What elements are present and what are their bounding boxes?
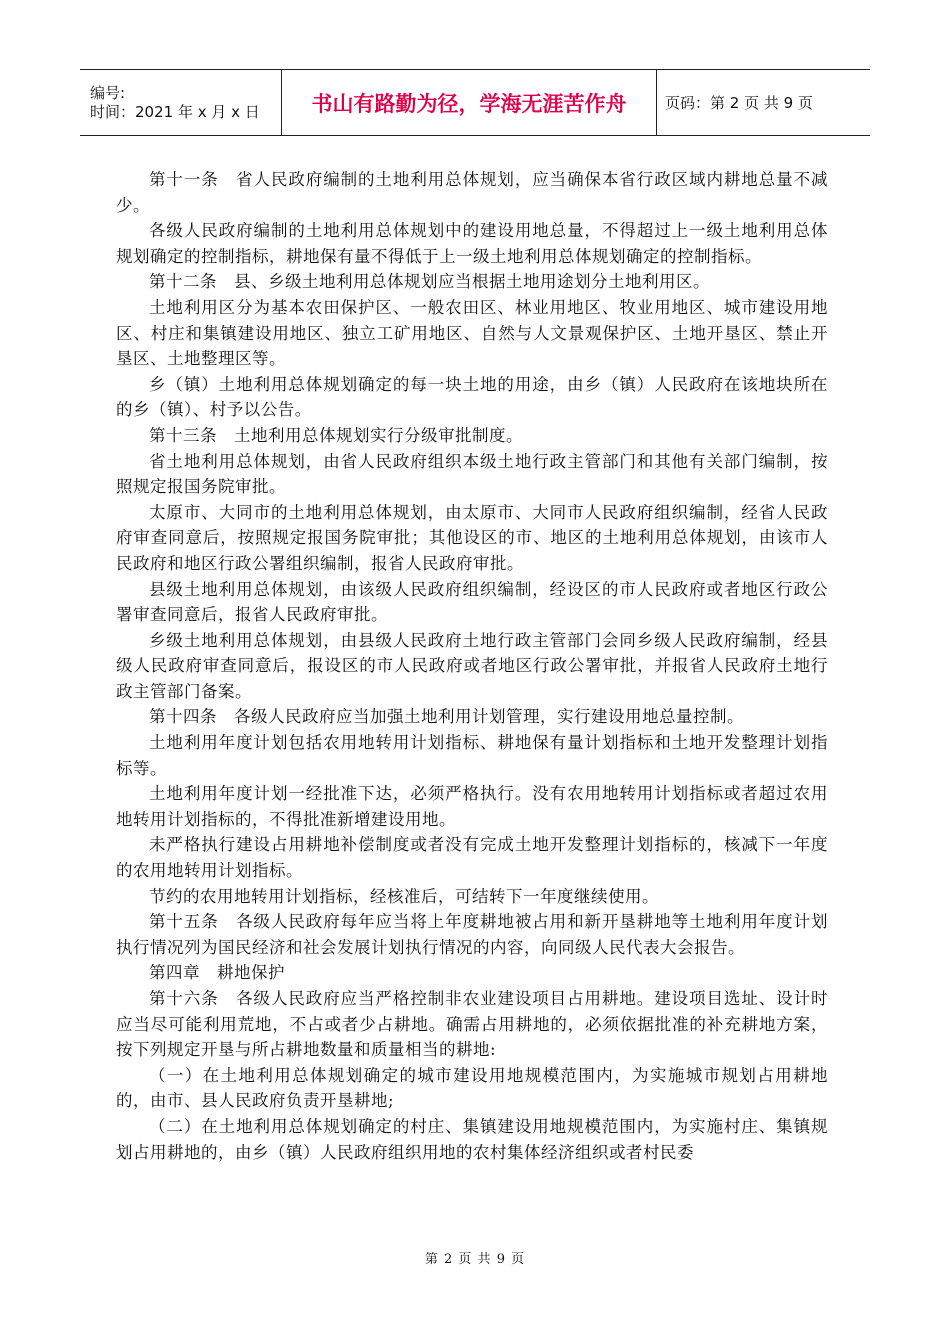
paragraph: 节约的农用地转用计划指标，经核准后，可结转下一年度继续使用。 (149, 886, 659, 906)
paragraph: 第十二条 县、乡级土地利用总体规划应当根据土地用途划分土地利用区。 (149, 272, 710, 292)
paragraph: 太原市、大同市的土地利用总体规划，由太原市、大同市人民政府组织编制，经省人民政府审查同意后，按照规定报国务院审批；其他设区的市、地区的土地利用总体规划，由该市人民政府和地区行政公署组织编制，报省人民政府审批。 (116, 502, 828, 573)
document-body (116, 167, 828, 1165)
paragraph: 土地利用年度计划包括农用地转用计划指标、耕地保有量计划指标和土地开发整理计划指标等。 (116, 733, 828, 778)
paragraph: 乡（镇）土地利用总体规划确定的每一块土地的用途，由乡（镇）人民政府在该地块所在的乡（镇）、村予以公告。 (116, 374, 828, 420)
header-meta (80, 70, 282, 135)
paragraph: 土地利用区分为基本农田保护区、一般农田区、林业用地区、牧业用地区、城市建设用地区、村庄和集镇建设用地区、独立工矿用地区、自然与人文景观保护区、土地开垦区、禁止开垦区、土地整理区等。 (116, 297, 828, 369)
page-info-text: 页码：第 2 页 共 9 页 (665, 94, 813, 112)
motto-text: 书山有路勤为径，学海无涯苦作舟 (311, 91, 627, 116)
paragraph: 第十六条 各级人民政府应当严格控制非农业建设项目占用耕地。建设项目选址、设计时应当尽可能利用荒地，不占或者少占耕地。确需占用耕地的，必须依据批准的补充耕地方案，按下列规定开垦与所占耕地数量和质量相当的耕地: (116, 989, 828, 1060)
page-header (80, 69, 870, 136)
paragraph: 未严格执行建设占用耕地补偿制度或者没有完成土地开发整理计划指标的，核减下一年度的农用地转用计划指标。 (116, 835, 828, 881)
paragraph: 第十三条 土地利用总体规划实行分级审批制度。 (149, 425, 523, 445)
paragraph: （一）在土地利用总体规划确定的城市建设用地规模范围内，为实施城市规划占用耕地的，由市、县人民政府负责开垦耕地; (116, 1065, 828, 1111)
header-motto (282, 70, 657, 135)
paragraph: （二）在土地利用总体规划确定的村庄、集镇建设用地规模范围内，为实施村庄、集镇规划占用耕地的，由乡（镇）人民政府组织用地的农村集体经济组织或者村民委 (116, 1116, 828, 1162)
doc-code-label: 编号: (90, 83, 126, 102)
paragraph: 省土地利用总体规划，由省人民政府组织本级土地行政主管部门和其他有关部门编制，按照规定报国务院审批。 (116, 451, 828, 497)
paragraph: 第十四条 各级人民政府应当加强土地利用计划管理，实行建设用地总量控制。 (149, 707, 744, 727)
doc-time: 时间：2021 年 x 月 x 日 (90, 102, 260, 121)
paragraph: 乡级土地利用总体规划，由县级人民政府土地行政主管部门会同乡级人民政府编制，经县级人民政府审查同意后，报设区的市人民政府或者地区行政公署审批，并报省人民政府土地行政主管部门备案。 (116, 630, 828, 701)
paragraph: 土地利用年度计划一经批准下达，必须严格执行。没有农用地转用计划指标或者超过农用地转用计划指标的，不得批准新增建设用地。 (116, 784, 828, 829)
paragraph: 县级土地利用总体规划，由该级人民政府组织编制，经设区的市人民政府或者地区行政公署审查同意后，报省人民政府审批。 (116, 579, 828, 625)
page-footer: 第 2 页 共 9 页 (424, 1252, 526, 1267)
paragraph: 第十一条 省人民政府编制的土地利用总体规划，应当确保本省行政区域内耕地总量不减少。 (116, 170, 828, 215)
header-page-info (657, 70, 870, 135)
paragraph: 各级人民政府编制的土地利用总体规划中的建设用地总量，不得超过上一级土地利用总体规划确定的控制指标，耕地保有量不得低于上一级土地利用总体规划确定的控制指标。 (116, 221, 828, 266)
paragraph: 第十五条 各级人民政府每年应当将上年度耕地被占用和新开垦耕地等土地利用年度计划执行情况列为国民经济和社会发展计划执行情况的内容，向同级人民代表大会报告。 (116, 912, 828, 957)
chapter-heading: 第四章 耕地保护 (149, 963, 285, 983)
